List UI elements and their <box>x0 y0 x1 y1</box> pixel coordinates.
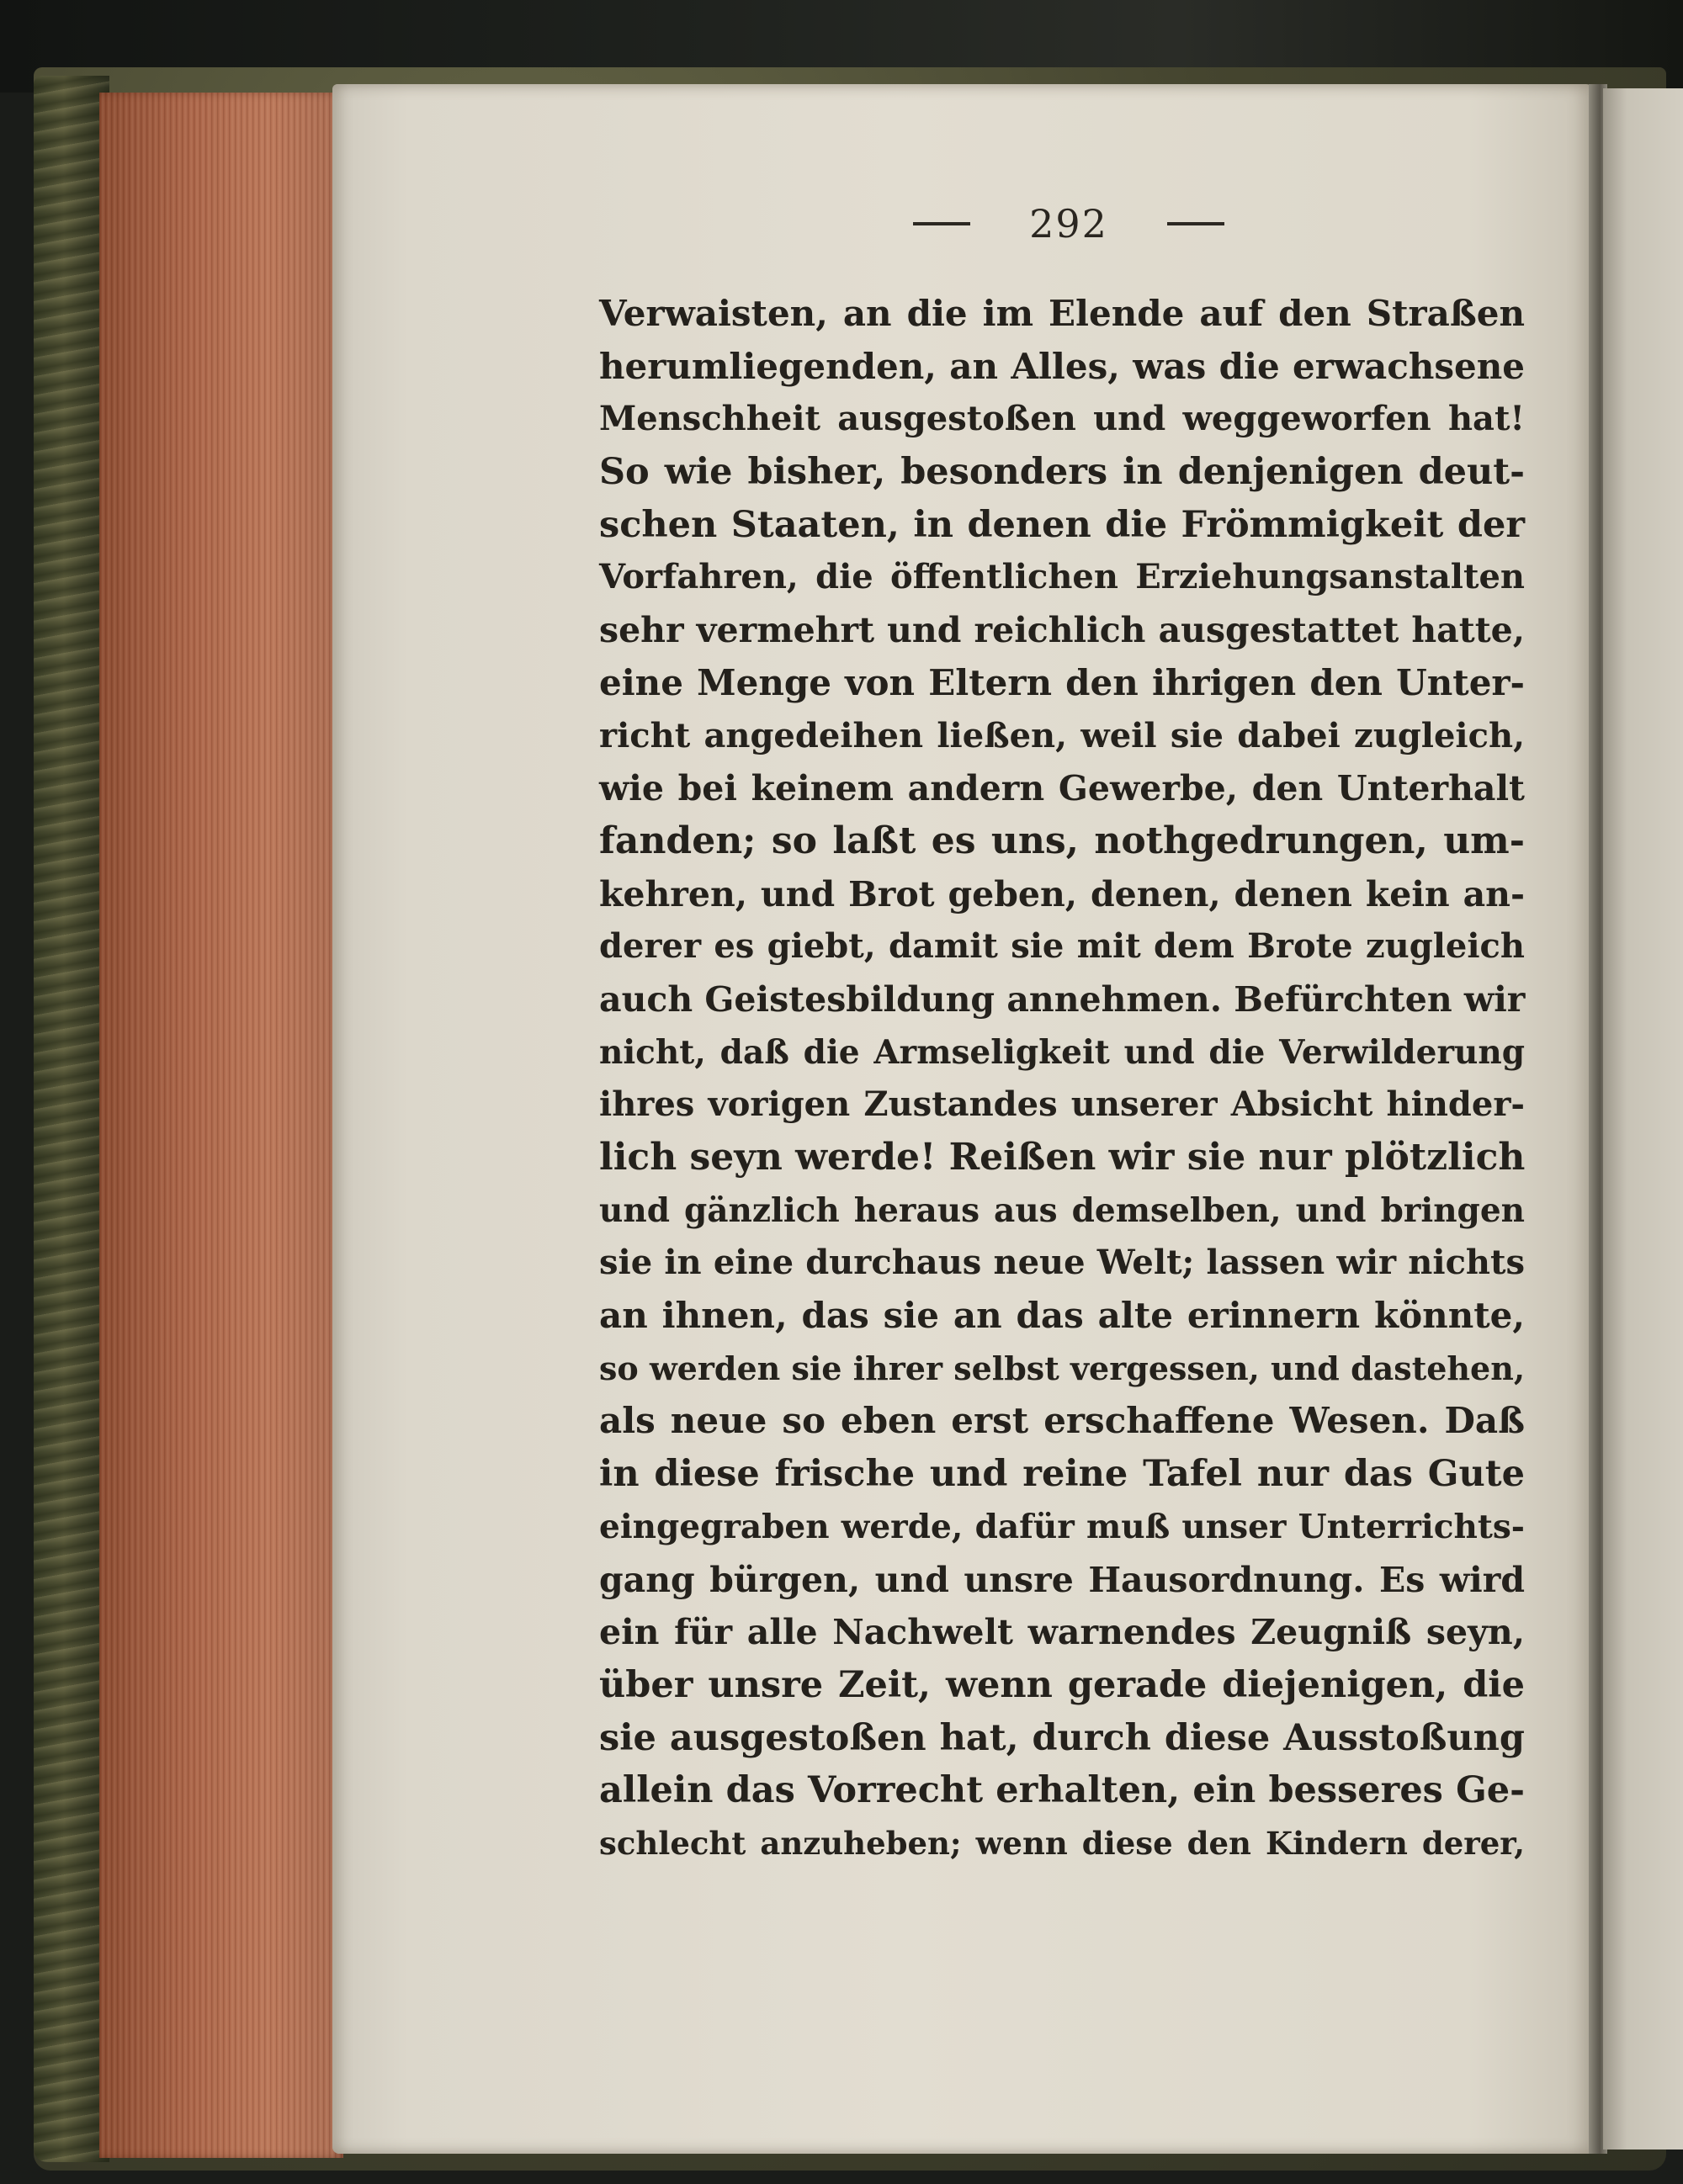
header-dash-right <box>1167 222 1224 225</box>
text-line: Verwaisten, an die im Elende auf den Straßen <box>599 293 1525 334</box>
text-line: eine Menge von Eltern den ihrigen den Unter- <box>599 661 1525 703</box>
text-line: kehren, und Brot geben, denen, denen kein an- <box>599 873 1525 914</box>
text-line: an ihnen, das sie an das alte erinnern könnte, <box>599 1295 1525 1337</box>
text-line: herumliegenden, an Alles, was die erwachsene <box>599 345 1525 387</box>
marbled-board <box>34 76 109 2162</box>
text-line: in diese frische und reine Tafel nur das Gute <box>599 1453 1525 1496</box>
text-line: so werden sie ihrer selbst vergessen, und dastehen, <box>599 1349 1526 1387</box>
text-line: nicht, daß die Armseligkeit und die Verwilderung <box>599 1032 1525 1072</box>
page-header <box>913 199 1224 249</box>
text-line: wie bei keinem andern Gewerbe, den Unterhalt <box>599 768 1525 809</box>
text-line: sehr vermehrt und reichlich ausgestattet hatte, <box>599 610 1525 651</box>
text-line: Menschheit ausgestoßen und weggeworfen hat! <box>599 399 1525 439</box>
text-line: lich seyn werde! Reißen wir sie nur plötzlich <box>599 1136 1526 1179</box>
text-line: auch Geistesbildung annehmen. Befürchten wir <box>599 978 1526 1020</box>
text-line: sie in eine durchaus neue Welt; lassen wir nichts <box>599 1243 1525 1283</box>
text-line: sie ausgestoßen hat, durch diese Ausstoßung <box>599 1716 1525 1759</box>
page-edges <box>99 93 343 2158</box>
text-line: ein für alle Nachwelt warnendes Zeugniß seyn, <box>599 1612 1525 1653</box>
header-dash-left <box>913 222 970 225</box>
text-line: richt angedeihen ließen, weil sie dabei zugleich, <box>599 715 1525 755</box>
text-line: gang bürgen, und unsre Hausordnung. Es wird <box>599 1559 1525 1600</box>
page-number: 292 <box>1029 201 1108 246</box>
text-line: eingegraben werde, dafür muß unser Unterrichts- <box>599 1507 1525 1546</box>
text-line: fanden; so laßt es uns, nothgedrungen, um- <box>599 819 1525 862</box>
body-text <box>599 288 1525 1870</box>
text-line: schen Staaten, in denen die Frömmigkeit der <box>599 503 1525 546</box>
text-line: ihres vorigen Zustandes unserer Absicht hinder- <box>599 1084 1525 1125</box>
text-line: und gänzlich heraus aus demselben, und bringen <box>599 1190 1525 1230</box>
text-line: schlecht anzuheben; wenn diese den Kindern derer, <box>599 1824 1525 1862</box>
text-line: So wie bisher, besonders in denjenigen deut- <box>599 451 1525 494</box>
text-line: über unsre Zeit, wenn gerade diejenigen, die <box>599 1663 1525 1706</box>
text-line: allein das Vorrecht erhalten, ein besseres Ge- <box>599 1769 1525 1812</box>
facing-page <box>1603 88 1683 2150</box>
text-line: derer es giebt, damit sie mit dem Brote zugleich <box>599 926 1525 967</box>
text-line: als neue so eben erst erschaffene Wesen. Daß <box>599 1400 1525 1442</box>
text-line: Vorfahren, die öffentlichen Erziehungsanstalten <box>599 557 1525 597</box>
